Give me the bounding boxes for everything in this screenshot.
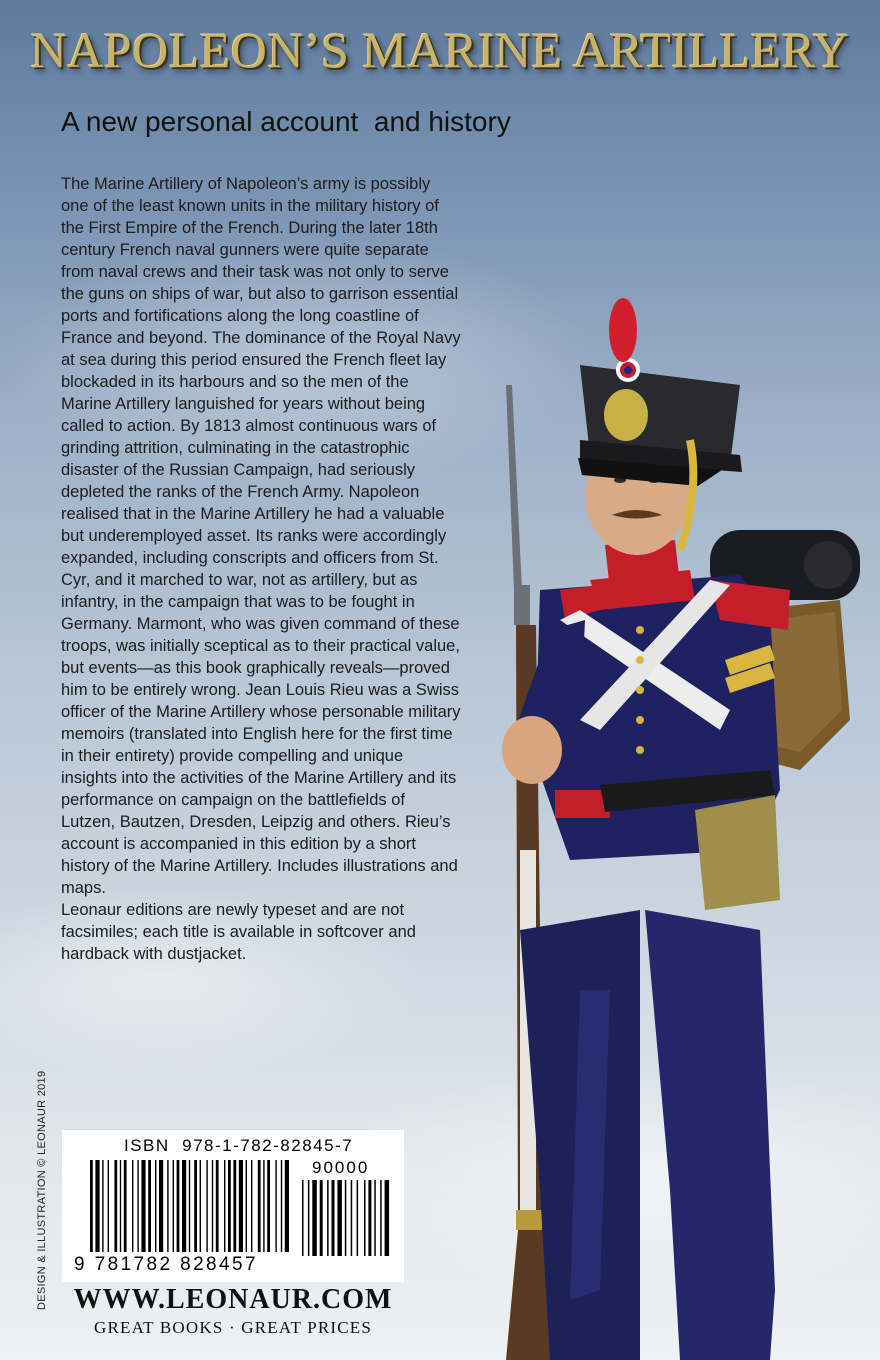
barcode-bar [239,1160,243,1252]
barcode-addon-bar [374,1180,376,1256]
barcode-addon-bar [327,1180,329,1256]
barcode-digits: 9 781782 828457 [74,1254,258,1275]
barcode-bar [90,1160,93,1252]
barcode-addon-bar [357,1180,359,1256]
barcode-addon-bar [351,1180,353,1256]
barcode-addon-bar [312,1180,317,1256]
barcode-bar [228,1160,231,1252]
barcode-addon-bar [320,1180,323,1256]
marine-artillery-soldier-illustration [440,290,880,1360]
barcode-addon-bar [345,1180,347,1256]
publisher-tagline: GREAT BOOKS · GREAT PRICES [93,1318,373,1337]
barcode-bar [155,1160,156,1252]
barcode-bar [95,1160,99,1252]
barcode-bar [275,1160,276,1252]
barcode-addon-bars [302,1180,394,1260]
barcode-addon-bar [332,1180,335,1256]
barcode-bar [224,1160,225,1252]
publisher-website: WWW.LEONAUR.COM [73,1284,393,1315]
barcode-bar [189,1160,190,1252]
price-code: 90000 [312,1158,370,1177]
barcode-bar [132,1160,133,1252]
barcode-addon-bar [337,1180,342,1256]
book-subtitle: A new personal account and history [61,106,511,137]
barcode-bar [233,1160,236,1252]
barcode-bar [182,1160,186,1252]
barcode-bar [159,1160,163,1252]
barcode-bar [206,1160,207,1252]
barcode-bar [141,1160,145,1252]
barcode-bar [120,1160,121,1252]
barcode-bar [216,1160,219,1252]
barcode-addon-bar [302,1180,304,1256]
barcode-bar [281,1160,282,1252]
isbn-label: ISBN 978-1-782-82845-7 [124,1136,354,1155]
barcode-bar [251,1160,252,1252]
barcode-bar [114,1160,117,1252]
barcode-addon-bar [368,1180,371,1256]
barcode-bar [108,1160,109,1252]
barcode-bar [194,1160,197,1252]
barcode-bar [167,1160,168,1252]
barcode-bar [200,1160,201,1252]
barcode-bar [267,1160,270,1252]
barcode-main-bars [90,1160,290,1260]
barcode-bar [212,1160,213,1252]
barcode-bar [124,1160,127,1252]
barcode-bar [173,1160,174,1252]
book-title: NAPOLEON’S MARINE ARTILLERY [30,22,850,78]
blurb-paragraph: Leonaur editions are newly typeset and are not facsimiles; each title is available in softcover and hardback with dustjacket. [61,901,416,963]
barcode-bar [285,1160,289,1252]
barcode-bar [246,1160,247,1252]
blurb-paragraph: The Marine Artillery of Napoleon’s army is possibly one of the least known units in the military history of the First Empire of the French. During the later 18th century French naval gunners were quite separate from naval crews and their task was not only to serve the guns on ships of war, but also to garrison essential ports and fortifications along the long coastline of France and beyond. The dominance of the Royal Navy at sea during this period ensured the French fleet lay blockaded in its harbours and so the men of the Marine Artillery languished for years without being called to action. By 1813 almost continuous wars of grinding attrition, culminating in the catastrophic disaster of the Russian Campaign, had seriously depleted the ranks of the French Army. Napoleon realised that in the Marine Artillery he had a valuable but underemployed asset. Its ranks were accordingly expanded, including conscripts and officers from St. Cyr, and it marched to war, not as artillery, but as infantry, in the campaign that was to be fought in Germany. Marmont, who was given command of these troops, was initially sceptical as to their practical value, but events—as this book graphically reveals—proved him to be entirely wrong. Jean Louis Rieu was a Swiss officer of the Marine Artillery whose personable military memoirs (translated into English here for the first time in their entirety) provide compelling and unique insights into the activities of the Marine Artillery and its performance on campaign on the battlefields of Lutzen, Bautzen, Dresden, Leipzig and others. Rieu’s account is accompanied in this edition by a short history of the Marine Artillery. Includes illustrations and maps. [61,175,461,897]
barcode-bar [258,1160,261,1252]
barcode-addon-bar [364,1180,366,1256]
barcode-bar [177,1160,180,1252]
blurb-text [61,173,461,965]
barcode-bar [102,1160,103,1252]
barcode-bar [137,1160,138,1252]
barcode-bar [148,1160,151,1252]
barcode-addon-bar [380,1180,382,1256]
design-credit: DESIGN & ILLUSTRATION © LEONAUR 2019 [36,1070,48,1310]
barcode-bar [263,1160,264,1252]
barcode-addon-bar [385,1180,390,1256]
isbn-barcode-box [62,1130,404,1282]
barcode-addon-bar [308,1180,310,1256]
